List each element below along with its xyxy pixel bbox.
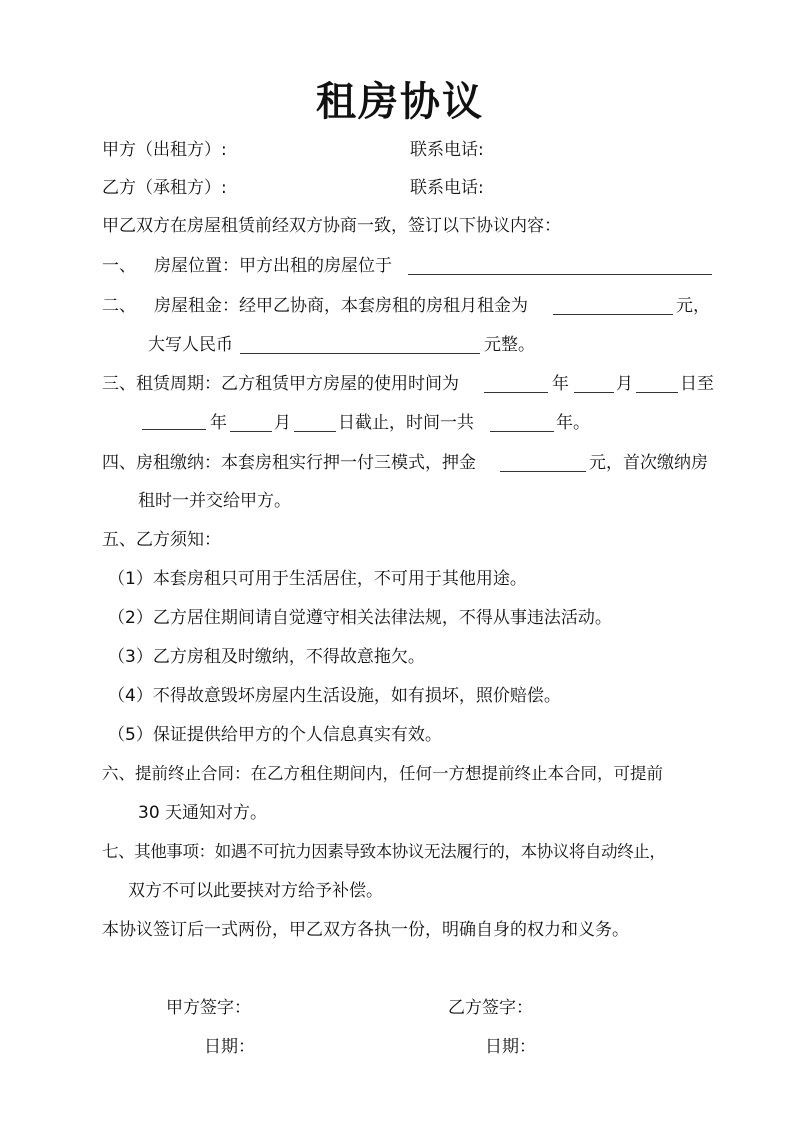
party-a-signature-label: 甲方签字： <box>166 998 251 1018</box>
clause-3-year-end-label: 年。 <box>556 413 590 433</box>
clause-7-line-1: 七、其他事项：如遇不可抗力因素导致本协议无法履行的，本协议将自动终止， <box>102 842 666 861</box>
clause-6-line-1: 六、提前终止合同：在乙方租住期间内，任何一方想提前终止本合同，可提前 <box>102 764 663 783</box>
clause-1-text: 房屋位置：甲方出租的房屋位于 <box>154 256 392 276</box>
clause-2-uppercase-suffix: 元整。 <box>484 335 535 355</box>
party-b-date-label: 日期： <box>485 1037 536 1057</box>
clause-1 <box>102 254 392 278</box>
clause-4-line-2: 租时一并交给甲方。 <box>138 491 291 511</box>
clause-4-suffix: 元，首次缴纳房 <box>589 453 708 473</box>
party-a-label: 甲方（出租方）: <box>102 140 227 160</box>
clause-5-item: （3）乙方房租及时缴纳，不得故意拖欠。 <box>108 647 425 667</box>
clause-2-rent-blank <box>553 296 673 320</box>
clause-2-text: 房屋租金：经甲乙协商，本套房租的房租月租金为 <box>154 296 528 316</box>
clause-3-day-to-label: 日至 <box>680 374 714 394</box>
party-a-phone-label: 联系电话: <box>410 140 484 160</box>
clause-6-line-2: 30 天通知对方。 <box>138 803 268 823</box>
clause-1-location-blank <box>408 256 712 280</box>
intro-text: 甲乙双方在房屋租赁前经双方协商一致，签订以下协议内容： <box>102 216 561 236</box>
clause-4-text: 四、房租缴纳：本套房租实行押一付三模式，押金 <box>102 453 476 473</box>
clause-2-uppercase-label: 大写人民币 <box>148 335 233 355</box>
clause-5-item: （1）本套房租只可用于生活居住，不可用于其他用途。 <box>108 569 527 589</box>
party-a-date-label: 日期： <box>204 1037 255 1057</box>
clause-3-end-month-blank <box>230 413 272 437</box>
clause-2-uppercase-blank <box>240 335 480 359</box>
clause-3-start-year-blank <box>484 374 548 398</box>
party-b-label: 乙方（承租方）: <box>102 178 227 198</box>
clause-5-heading: 五、乙方须知： <box>102 530 221 550</box>
clause-3-text: 三、租赁周期：乙方租赁甲方房屋的使用时间为 <box>102 374 459 394</box>
clause-3-duration-blank <box>490 413 554 437</box>
clause-3-day-end-label: 日截止，时间一共 <box>338 413 474 433</box>
clause-5-item: （5）保证提供给甲方的个人信息真实有效。 <box>108 725 442 745</box>
clause-3-start-day-blank <box>636 374 678 398</box>
clause-7-line-2: 双方不可以此要挟对方给予补偿。 <box>128 881 383 901</box>
clause-5-item: （4）不得故意毁坏房屋内生活设施，如有损坏，照价赔偿。 <box>108 686 561 706</box>
clause-3-start-month-blank <box>574 374 614 398</box>
closing-text: 本协议签订后一式两份，甲乙双方各执一份，明确自身的权力和义务。 <box>102 920 629 940</box>
clause-2 <box>102 294 528 318</box>
party-b-phone-label: 联系电话: <box>410 178 484 198</box>
clause-3-end-year-label: 年 <box>210 413 227 433</box>
party-b-signature-label: 乙方签字： <box>448 998 533 1018</box>
clause-4-deposit-blank <box>500 453 586 477</box>
clause-2-unit: 元， <box>676 296 710 316</box>
page-title: 租房协议 <box>316 79 484 125</box>
clause-3-end-month-label: 月 <box>274 413 291 433</box>
clause-3-end-day-blank <box>294 413 336 437</box>
clause-5-item: （2）乙方居住期间请自觉遵守相关法律法规，不得从事违法活动。 <box>108 608 612 628</box>
clause-1-number: 一、 <box>102 256 136 276</box>
clause-3-year-label: 年 <box>552 374 569 394</box>
clause-2-number: 二、 <box>102 296 136 316</box>
clause-3-end-year-blank <box>142 411 206 435</box>
clause-3-month-label: 月 <box>616 374 633 394</box>
